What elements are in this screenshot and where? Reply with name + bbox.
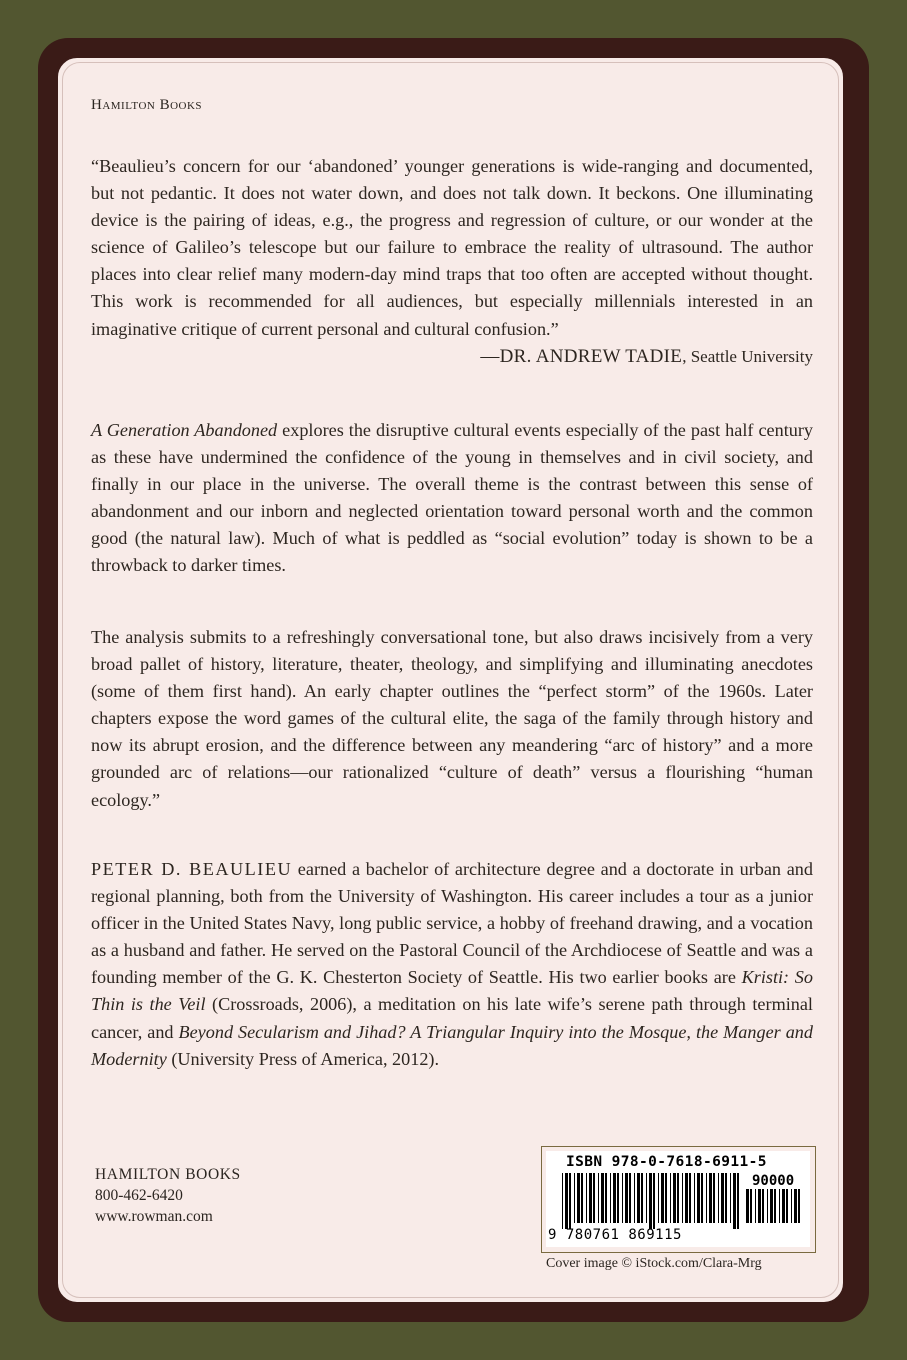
barcode-bar xyxy=(791,1189,792,1223)
barcode-bar xyxy=(637,1173,640,1223)
barcode-bar xyxy=(562,1173,563,1229)
barcode-bar xyxy=(641,1173,643,1223)
endorsement-quote xyxy=(91,153,813,370)
barcode-bar xyxy=(750,1189,752,1223)
barcode-bar xyxy=(649,1173,652,1229)
footer-website: www.rowman.com xyxy=(95,1208,213,1225)
barcode-bar xyxy=(782,1189,785,1223)
bio-text-2: (Crossroads, 2006), a meditation on his late wife’s serene path through terminal cancer, and xyxy=(91,994,813,1042)
barcode-bar xyxy=(697,1173,700,1223)
barcode-bar xyxy=(653,1173,655,1229)
barcode-bar xyxy=(677,1173,679,1223)
quote-text: “Beaulieu’s concern for our ‘abandoned’ younger generations is wide-ranging and documented, but not pedantic. It does not water down, and does not talk down. It beckons. One illuminating device is the pairing of ideas, e.g., the progress and regression of culture, or our wonder at the science of Galileo’s telescope but our failure to embrace the reality of ultrasound. The author places into clear relief many modern-day mind traps that too often are accepted without thought. This work is recommended for all audiences, but especially millennials interested in an imaginative critique of current personal and cultural confusion.” xyxy=(91,156,813,339)
barcode-bar xyxy=(706,1173,707,1223)
barcode-bar xyxy=(670,1173,671,1223)
barcode-bar xyxy=(605,1173,607,1223)
barcode-bar xyxy=(730,1173,731,1223)
attribution-name: —DR. ANDREW TADIE xyxy=(480,345,683,367)
barcode-bar xyxy=(733,1173,736,1229)
barcode-bar xyxy=(685,1173,688,1223)
barcode-bar xyxy=(762,1189,764,1223)
earlier-book-1: Kristi: So Thin is the Veil xyxy=(91,967,813,1015)
barcode-bar xyxy=(629,1173,631,1223)
barcode-bar xyxy=(586,1173,587,1223)
barcode-bar xyxy=(682,1173,683,1223)
description-paragraph-2: The analysis submits to a refreshingly conversational tone, but also draws incisively from a very broad pallet of history, literature, theater, theology, and simplifying and illuminating anecdotes (some of them first hand). An early chapter outlines the “perfect storm” of the 1960s. Later chapters expose the word games of the cultural elite, the saga of the family through history and now its abrupt erosion, and the difference between any meandering “arc of history” and a more grounded arc of relations—our rationalized “culture of death” versus a flourishing “human ecology.” xyxy=(91,627,813,810)
barcode-bar xyxy=(610,1173,611,1223)
barcode-bar xyxy=(774,1189,776,1223)
barcode-bar xyxy=(786,1189,788,1223)
barcode-bar xyxy=(725,1173,727,1223)
barcode-bar xyxy=(713,1173,715,1223)
barcode-bar xyxy=(569,1173,571,1229)
barcode-bar xyxy=(601,1173,604,1223)
barcode-panel xyxy=(546,1151,810,1247)
barcode-bar xyxy=(770,1189,773,1223)
barcode-bar xyxy=(613,1173,616,1223)
barcode-bar xyxy=(661,1173,664,1223)
barcode-bar xyxy=(593,1173,595,1223)
price-code: 90000 xyxy=(752,1173,795,1189)
barcode-bar xyxy=(709,1173,712,1223)
barcode-bar xyxy=(622,1173,623,1223)
barcode-bar xyxy=(746,1189,749,1223)
barcode-bar xyxy=(689,1173,691,1223)
barcode-bar xyxy=(658,1173,659,1223)
publisher-contact xyxy=(95,1164,241,1227)
cover-image-credit: Cover image © iStock.com/Clara-Mrg xyxy=(546,1256,762,1271)
footer-phone: 800-462-6420 xyxy=(95,1187,183,1204)
barcode-bar xyxy=(718,1173,719,1223)
barcode-bar xyxy=(574,1173,575,1223)
barcode-bar xyxy=(767,1189,768,1223)
barcode-bar xyxy=(755,1189,756,1223)
barcode-bar xyxy=(737,1173,739,1229)
barcode-bar xyxy=(625,1173,628,1223)
isbn-barcode-box xyxy=(541,1146,816,1253)
earlier-book-2: Beyond Secularism and Jihad? A Triangular Inquiry into the Mosque, the Manger and Modernity xyxy=(91,1021,813,1069)
barcode-bar xyxy=(694,1173,695,1223)
barcode-bar xyxy=(577,1173,580,1223)
barcode-bar xyxy=(634,1173,635,1223)
barcode-bar xyxy=(798,1189,800,1223)
author-name: PETER D. BEAULIEU xyxy=(91,859,293,879)
ean-digits: 9 780761 869115 xyxy=(548,1227,682,1243)
bio-text-1: earned a bachelor of architecture degree and a doctorate in urban and regional planning, both from the University of Washington. His career includes a tour as a junior officer in the United States Navy, long public service, a hobby of freehand drawing, and a vocation as a husband and father. He served on the Pastoral Council of the Archdiocese of Seattle and was a founding member of the G. K. Chesterton Society of Seattle. His two earlier books are xyxy=(91,859,813,988)
barcode-bar xyxy=(673,1173,676,1223)
barcode-bar xyxy=(589,1173,592,1223)
quote-attribution xyxy=(480,343,813,370)
description-paragraph-1 xyxy=(91,417,813,580)
publisher-header: Hamilton Books xyxy=(91,97,203,113)
barcode-bar xyxy=(617,1173,619,1223)
description-p1-text: explores the disruptive cultural events especially of the past half century as these have undermined the confidence of the young in themselves and in civil society, and finally in our place in the universe. The overall theme is the contrast between this sense of abandonment and our inborn and neglected orientation toward personal worth and the common good (the natural law). Much of what is peddled as “social evolution” today is shown to be a throwback to darker times. xyxy=(91,420,814,576)
barcode-bar xyxy=(665,1173,667,1223)
isbn-label: ISBN 978-0-7618-6911-5 xyxy=(566,1154,767,1170)
attribution-affiliation: , Seattle University xyxy=(682,346,813,366)
ean-barcode-bars xyxy=(562,1173,742,1229)
barcode-bar xyxy=(581,1173,583,1223)
barcode-bar xyxy=(794,1189,797,1223)
barcode-bar xyxy=(646,1173,647,1223)
author-bio xyxy=(91,856,813,1073)
barcode-bar xyxy=(758,1189,761,1223)
barcode-bar xyxy=(701,1173,703,1223)
bio-text-3: (University Press of America, 2012). xyxy=(166,1048,440,1069)
footer-publisher-name: HAMILTON BOOKS xyxy=(95,1166,241,1183)
barcode-bar xyxy=(721,1173,724,1223)
barcode-bar xyxy=(598,1173,599,1223)
barcode-bar xyxy=(779,1189,780,1223)
book-title: A Generation Abandoned xyxy=(91,420,278,440)
barcode-bar xyxy=(565,1173,568,1229)
addon-barcode-bars xyxy=(746,1189,806,1229)
